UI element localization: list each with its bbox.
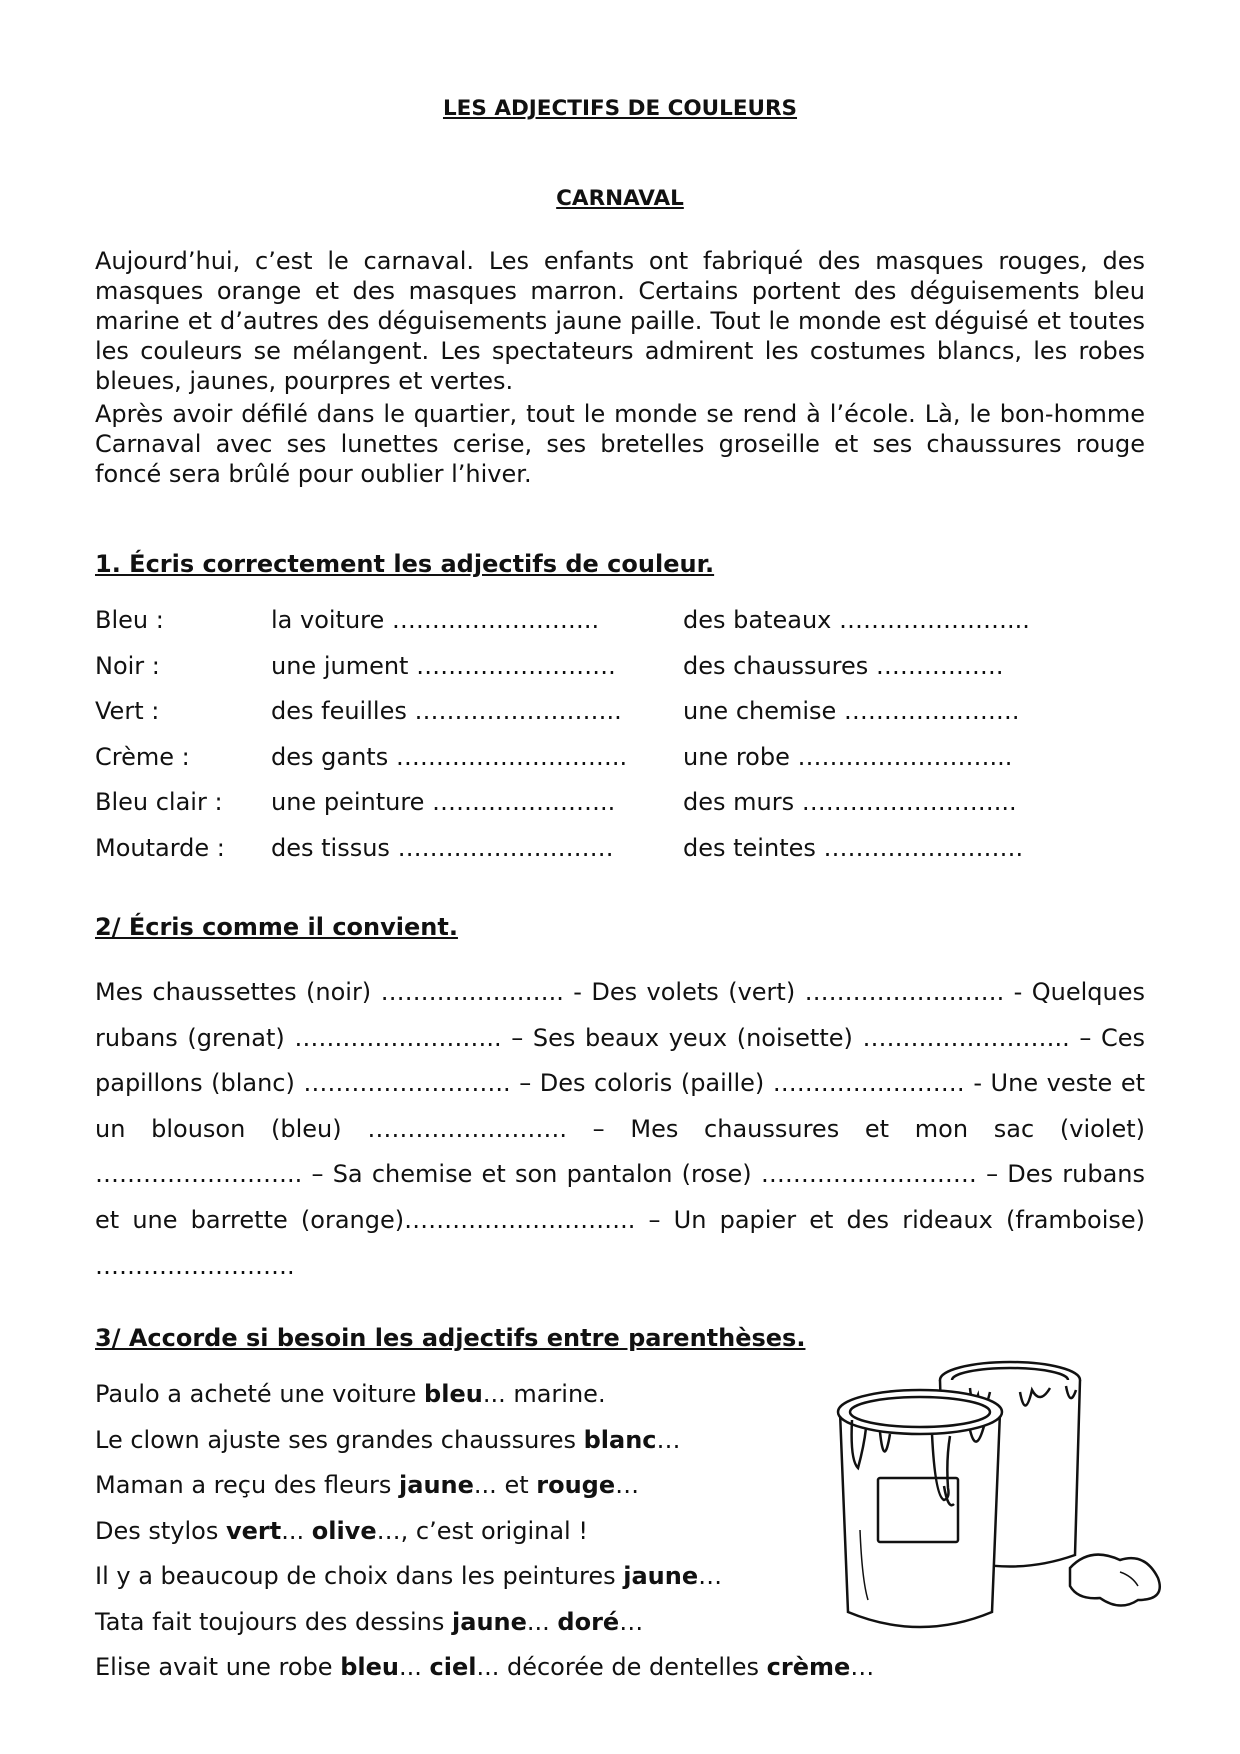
fill-in-item: une peinture ………………….. bbox=[271, 788, 616, 816]
exercise-1-row bbox=[95, 652, 1145, 698]
exercise-1-heading: 1. Écris correctement les adjectifs de couleur. bbox=[95, 550, 715, 578]
sentence bbox=[95, 1471, 895, 1517]
sentence bbox=[95, 1608, 895, 1654]
adjective: jaune bbox=[452, 1607, 527, 1636]
fill-in-item: la voiture …………………….. bbox=[271, 606, 600, 634]
color-label: Bleu clair : bbox=[95, 788, 223, 816]
color-label: Crème : bbox=[95, 742, 190, 771]
sentence bbox=[95, 1380, 895, 1426]
page-title: LES ADJECTIFS DE COULEURS bbox=[442, 96, 798, 121]
adjective: bleu bbox=[424, 1380, 483, 1408]
sentence-text: Il y a beaucoup de choix dans les peintures bbox=[95, 1562, 624, 1590]
sentence-text: ... bbox=[281, 1516, 312, 1545]
exercise-1-row bbox=[95, 606, 1145, 652]
sentence-text: … bbox=[656, 1425, 681, 1454]
sentence-text: … bbox=[619, 1607, 644, 1636]
sentence bbox=[95, 1653, 895, 1699]
paint-cans-illustration bbox=[820, 1350, 1180, 1650]
adjective: jaune bbox=[623, 1562, 699, 1590]
fill-in-item: une jument ……………………. bbox=[271, 651, 616, 680]
sentence-text: ... décorée de dentelles bbox=[476, 1653, 767, 1681]
sentence-text: Le clown ajuste ses grandes chaussures bbox=[95, 1425, 584, 1454]
sentence-text: … bbox=[698, 1562, 723, 1590]
fill-in-item: une robe ……………………... bbox=[683, 742, 1013, 771]
sentence-text: … bbox=[615, 1471, 640, 1499]
sentence-text: ... et bbox=[473, 1471, 537, 1499]
sentence-text: Paulo a acheté une voiture bbox=[95, 1380, 425, 1408]
sentence-text: Elise avait une robe bbox=[95, 1653, 341, 1681]
exercise-2-text: Mes chaussettes (noir) ………………….. - Des volets (vert) ……………………. - Quelques rubans (grenat) …………………….. – Ses beaux yeux (noisette) …………………….. – Ces papillons (blanc) …………………….. – Des coloris (paille) …………………… - Une veste et un blouson (bleu) ……………………. – Mes chaussures et mon sac (violet) …………………….. – Sa chemise et son pantalon (rose) ……………………… – Des rubans et une barrette (orange)……………………….. – Un papier et des rideaux (framboise) ……………………. bbox=[95, 978, 1145, 1280]
sentence-text: ... marine. bbox=[482, 1380, 606, 1408]
sentence bbox=[95, 1426, 895, 1472]
paint-spill bbox=[1070, 1555, 1160, 1606]
fill-in-item: des feuilles …………………….. bbox=[271, 697, 622, 725]
text-title: CARNAVAL bbox=[556, 186, 684, 211]
sentence-text: ... bbox=[526, 1607, 558, 1636]
adjective: rouge bbox=[536, 1471, 616, 1499]
adjective: blanc bbox=[583, 1425, 657, 1454]
fill-in-item: des chaussures ……………. bbox=[683, 651, 1004, 680]
adjective: doré bbox=[557, 1607, 620, 1636]
exercise-3-list bbox=[95, 1380, 895, 1699]
fill-in-item: des bateaux …………………... bbox=[683, 606, 1030, 634]
adjective: crème bbox=[766, 1653, 851, 1681]
exercise-1-row bbox=[95, 697, 1145, 743]
reading-paragraph-2: Après avoir défilé dans le quartier, tout le monde se rend à l’école. Là, le bon-homme Carnaval avec ses lunettes cerise, ses bretelles groseille et ses chaussures rouge foncé sera brûlé pour oublier l’hiver. bbox=[95, 400, 1145, 488]
paint-can-front bbox=[838, 1390, 1002, 1627]
adjective: vert bbox=[225, 1516, 282, 1545]
fill-in-item: des tissus ……………………… bbox=[271, 833, 614, 862]
exercise-1-row bbox=[95, 834, 1145, 880]
sentence bbox=[95, 1517, 895, 1563]
reading-paragraph-1: Aujourd’hui, c’est le carnaval. Les enfants ont fabriqué des masques rouges, des masques orange et des masques marron. Certains portent des déguisements bleu marine et d’autres des déguisements jaune paille. Tout le monde est déguisé et toutes les couleurs se mélangent. Les spectateurs admirent les costumes blancs, les robes bleues, jaunes, pourpres et vertes. bbox=[95, 247, 1145, 395]
sentence bbox=[95, 1562, 895, 1608]
color-label: Noir : bbox=[95, 651, 160, 680]
sentence-text: ... bbox=[398, 1653, 430, 1681]
exercise-1-row bbox=[95, 743, 1145, 789]
exercise-1-row bbox=[95, 788, 1145, 834]
sentence-text: Tata fait toujours des dessins bbox=[95, 1607, 453, 1636]
exercise-3-heading: 3/ Accorde si besoin les adjectifs entre parenthèses. bbox=[95, 1324, 806, 1352]
exercise-2-heading: 2/ Écris comme il convient. bbox=[95, 913, 458, 941]
color-label: Bleu : bbox=[95, 606, 164, 634]
fill-in-item: des murs ……………………... bbox=[683, 788, 1017, 816]
sentence-text: Maman a reçu des fleurs bbox=[95, 1471, 400, 1499]
adjective: ciel bbox=[429, 1653, 477, 1681]
exercise-1-table bbox=[95, 606, 1145, 879]
fill-in-item: une chemise …………………. bbox=[683, 697, 1020, 725]
sentence-text: …, c’est original ! bbox=[376, 1516, 588, 1545]
sentence-text: Des stylos bbox=[95, 1516, 226, 1545]
fill-in-item: des teintes ……………………. bbox=[683, 833, 1024, 862]
adjective: bleu bbox=[340, 1653, 399, 1681]
sentence-text: … bbox=[850, 1653, 875, 1681]
color-label: Vert : bbox=[95, 697, 160, 725]
adjective: olive bbox=[311, 1516, 377, 1545]
fill-in-item: des gants ……………………….. bbox=[271, 742, 628, 771]
adjective: jaune bbox=[399, 1471, 474, 1499]
color-label: Moutarde : bbox=[95, 833, 225, 862]
